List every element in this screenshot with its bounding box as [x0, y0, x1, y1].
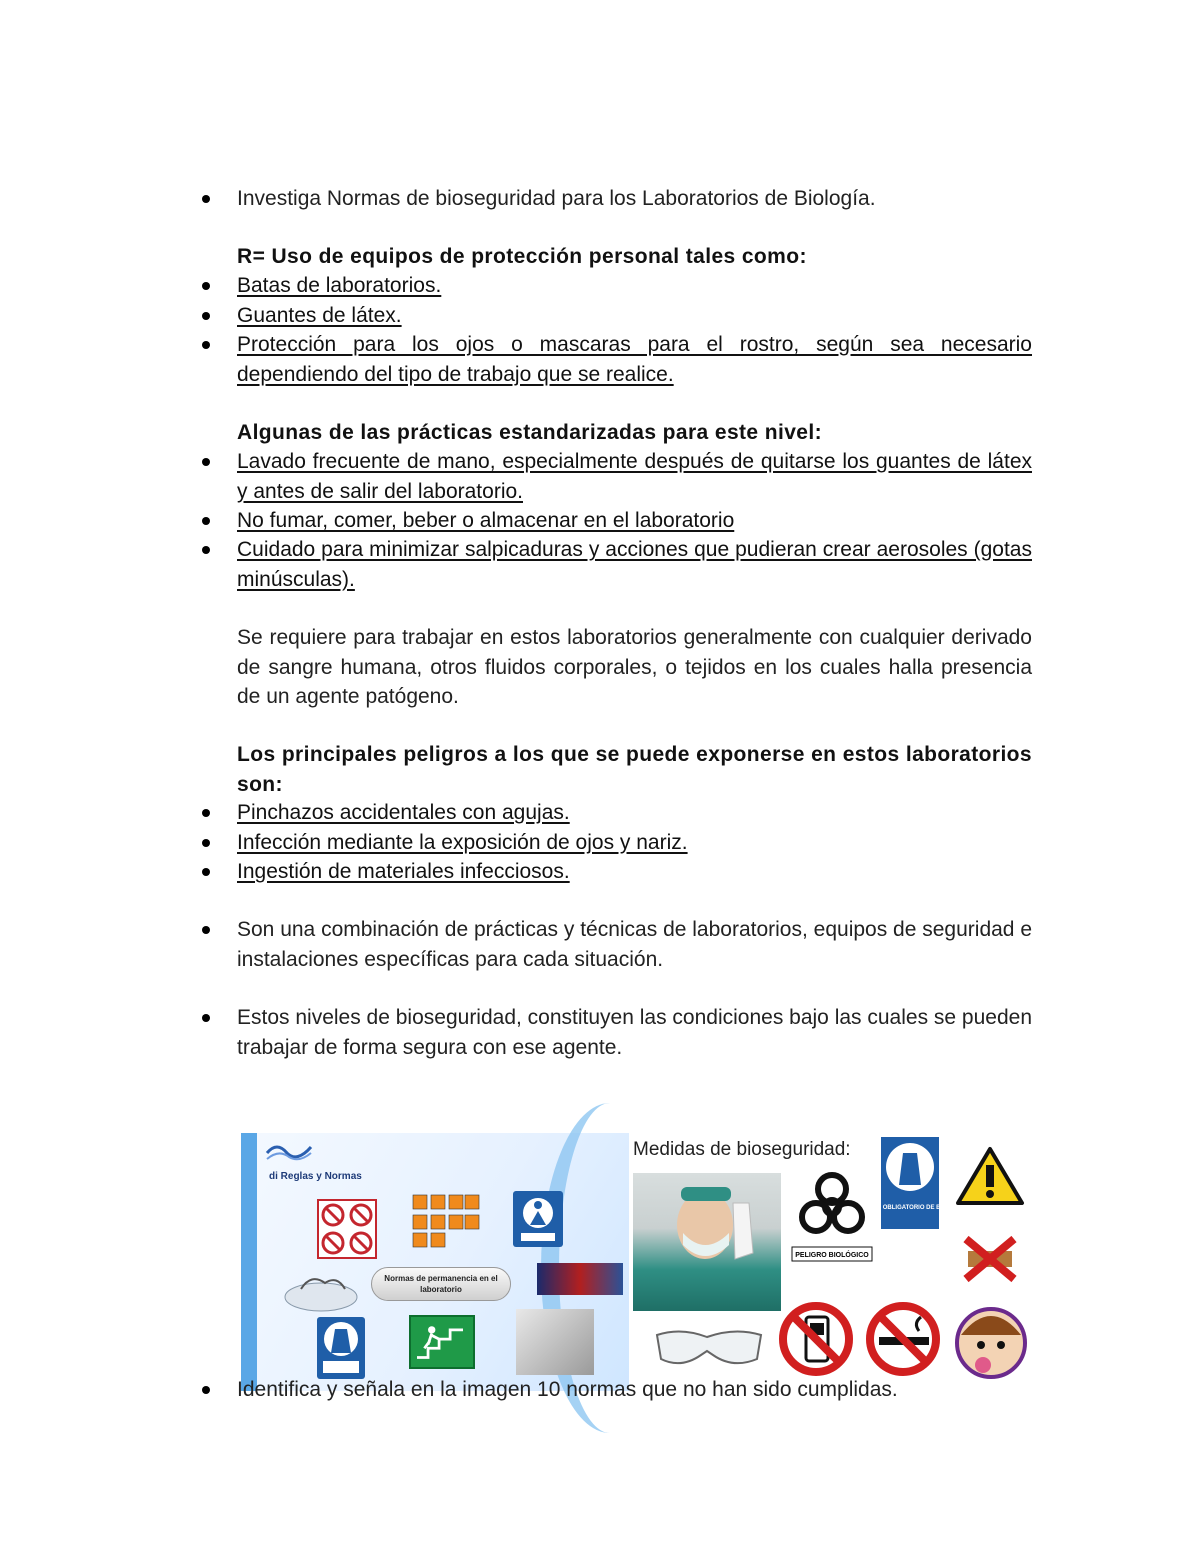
- no-smoking-icon: [865, 1301, 941, 1377]
- prohibited-x-icon: [958, 1233, 1022, 1285]
- goggles-icon: [651, 1321, 767, 1371]
- list-item: Cuidado para minimizar salpicaduras y acciones que pudieran crear aerosoles (gotas minúsculas).: [237, 535, 1032, 594]
- no-eating-face-icon: [953, 1301, 1029, 1385]
- handwashing-icon: [281, 1267, 361, 1315]
- lab-coat-label: USO OBLIGATORIO DE BATA: [868, 1205, 952, 1211]
- rules-title: di Reglas y Normas: [269, 1171, 362, 1182]
- no-phone-icon: [778, 1301, 854, 1377]
- list-item: Estos niveles de bioseguridad, constituyen las condiciones bajo las cuales se pueden trabajar de forma segura con ese agente.: [237, 1003, 1032, 1062]
- biohazard-label: PELIGRO BIOLÓGICO: [795, 1252, 869, 1259]
- section-heading: Algunas de las prácticas estandarizadas para este nivel:: [237, 421, 822, 444]
- list-item: Infección mediante la exposición de ojos y nariz.: [237, 828, 1032, 858]
- collage-title: Medidas de bioseguridad:: [633, 1139, 851, 1160]
- list-item: Batas de laboratorios.: [237, 271, 1032, 301]
- doctor-with-mask-photo: [633, 1173, 781, 1311]
- norms-pill-label: Normas de permanencia en el laboratorio: [371, 1267, 511, 1301]
- lab-coat-sign-icon: [317, 1317, 365, 1379]
- list-item: Son una combinación de prácticas y técnicas de laboratorios, equipos de seguridad e instalaciones específicas para cada situación.: [237, 915, 1032, 974]
- list-item: Guantes de látex.: [237, 301, 1032, 331]
- biosafety-collage-image: [241, 1133, 1031, 1391]
- biohazard-icon: [788, 1169, 876, 1269]
- section-heading: Los principales peligros a los que se puede exponerse en estos laboratorios son:: [237, 743, 1032, 796]
- hazard-symbols-icon: [411, 1193, 481, 1249]
- lab-coat-required-icon: [868, 1137, 952, 1229]
- logo-icon: [265, 1141, 313, 1163]
- ppe-sign-icon: [513, 1191, 563, 1247]
- decorative-bar: [241, 1133, 257, 1391]
- list-item: Lavado frecuente de mano, especialmente después de quitarse los guantes de látex y antes de salir del laboratorio.: [237, 447, 1032, 506]
- paragraph: Se requiere para trabajar en estos laboratorios generalmente con cualquier derivado de sangre humana, otros fluidos corporales, o tejidos en los cuales halla presencia de un agente patógeno.: [237, 626, 1032, 708]
- emergency-exit-icon: [409, 1315, 475, 1369]
- prohibition-signs-icon: [317, 1199, 377, 1259]
- list-item: Investiga Normas de bioseguridad para los Laboratorios de Biología.: [237, 184, 1032, 214]
- warning-icon: [956, 1145, 1024, 1207]
- rules-panel: [241, 1133, 629, 1391]
- list-item: No fumar, comer, beber o almacenar en el laboratorio: [237, 506, 1032, 536]
- list-item: Identifica y señala en la imagen 10 normas que no han sido cumplidas.: [237, 1375, 1032, 1404]
- lab-photo: [537, 1263, 623, 1295]
- list-item: Pinchazos accidentales con agujas.: [237, 798, 1032, 828]
- section-heading: R= Uso de equipos de protección personal tales como:: [237, 245, 807, 268]
- lab-workers-photo: [516, 1309, 594, 1375]
- list-item: Ingestión de materiales infecciosos.: [237, 857, 1032, 887]
- list-item: Protección para los ojos o mascaras para el rostro, según sea necesario dependiendo del tipo de trabajo que se realice.: [237, 330, 1032, 389]
